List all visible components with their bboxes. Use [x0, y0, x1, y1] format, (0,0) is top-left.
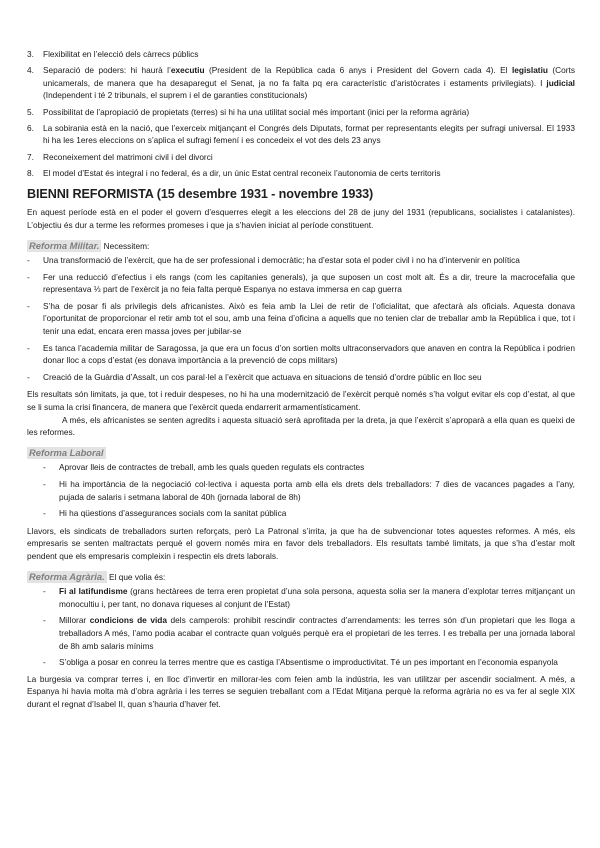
reforma-militar-heading: Reforma Militar.: [29, 239, 100, 251]
dash-bullet: -: [27, 371, 30, 382]
reforma-agraria-heading: Reforma Agrària.: [29, 570, 105, 582]
dash-bullet: -: [43, 586, 46, 597]
intro-paragraph: En aquest període està en el poder el govern d’esquerres elegit a les eleccions del 28 de juny del 1931 (republicans, socialistes i catalanistes). L’objectiu és dur a terme les reformes promeses i que ja s’havien iniciat al període constituent.: [27, 207, 575, 230]
dash-bullet: -: [27, 255, 30, 266]
list-item: - Hi ha qüestions d’assegurances socials com la sanitat pública: [43, 508, 287, 519]
item-number: 8.: [27, 167, 34, 178]
dash-bullet: -: [43, 462, 46, 473]
item-number: 3.: [27, 49, 34, 59]
list-item: - Una transformació de l’exèrcit, que ha de ser professional i democràtic; ha d’estar sota el poder civil i no ha d’intervenir en política: [27, 255, 520, 266]
list-item: - Es tanca l’academia militar de Saragossa, ja que era un focus d’on sortien molts ultraconservadors que anaven en contra la República i podrien donar lloc a cops d’estat (es donava importància a la prevenció de cops militars): [27, 342, 575, 366]
numbered-list: [27, 48, 575, 179]
section-title: BIENNI REFORMISTA (15 desembre 1931 - novembre 1933): [27, 187, 374, 202]
list-item: - Aprovar lleis de contractes de treball, amb les quals queden regulats els contractes: [43, 462, 365, 473]
laboral-results-paragraph: Llavors, els sindicats de treballadors surten reforçats, però La Patronal s’irrita, ja que ha de subvencionar totes aquestes reformes. A més, els empresaris se senten maltractats perquè el govern només mira en favor dels treballadors. Els resultats també limitats, ja que s’ha d’estar molt pendent que els empresaris compleixin i respectin els drets laborals.: [27, 525, 575, 561]
list-item: 3. Flexibilitat en l’elecció dels càrrecs públics: [27, 49, 199, 59]
dash-bullet: -: [27, 271, 30, 282]
dash-bullet: -: [43, 657, 46, 668]
item-number: 4.: [27, 65, 34, 76]
dash-bullet: -: [27, 300, 30, 311]
militar-results-paragraph: Els resultats són limitats, ja que, tot i reduir despeses, no hi ha una modernització de l’exèrcit perquè només s’ha volgut evitar els cop d’estat, al que se li suma la crisi financera, de manera que l’exèrcit queda endarrerit armamentísticament.: [27, 389, 575, 413]
list-item: - Creació de la Guàrdia d’Assalt, un cos paral·lel a l’exèrcit que actuava en situacions de tensió d’ordre públic en lloc seu: [27, 371, 482, 382]
list-item: 7. Reconeixement del matrimoni civil i del divorci: [27, 151, 213, 162]
list-item: - Hi ha importància de la negociació col·lectiva i aquesta porta amb ella els drets dels treballadors: 7 dies de vacances pagades a l’any, pujada de salaris i setmana laboral de 40h (jornada laboral de 8h): [43, 479, 575, 502]
item-number: 5.: [27, 106, 34, 117]
list-item: - S’ha de posar fi als privilegis dels africanistes. Això es feia amb la Llei de retir de l’oficialitat, que afectarà als oficials. Aquesta donava l’oportunitat de proporcionar el retir amb tot el sou, amb una feina d’oficina a aquells que no tenien clar de treballar amb la República i que, tot i tenir una edat, encara eren massa joves per jubilar-se: [27, 300, 575, 337]
reforma-laboral-heading: Reforma Laboral: [29, 446, 104, 458]
list-item: 4. Separació de poders: hi haurà l’executiu (President de la República cada 6 anys i President del Govern cada 4). El legislatiu (Corts unicamerals, de manera que ha desaparegut el Senat, ja no fa falta pq era característic d’aristòcrates i estaments privilegiats). I judicial (Independent i té 2 tribunals, el suprem i el de garanties constitucionals): [27, 65, 575, 101]
reforma-agraria-heading-line: Reforma Agrària. El que volia és:: [29, 570, 166, 582]
agraria-burgesia-paragraph: La burgesia va comprar terres i, en lloc d’invertir en millorar-les com feien amb la indústria, les van utilitzar per ascendir socialment. A més, a Espanya hi havia molta mà d’obra agrària i les terres se seguien treballant com a l’Edat Mitjana perquè la reforma agrària no es va fer al segle XIX durant el regnat d’Isabel II, quan s’hauria d’haver fet.: [27, 673, 575, 709]
laboral-list: [27, 461, 575, 519]
reforma-militar-heading-line: Reforma Militar. Necessitem:: [29, 239, 150, 251]
item-number: 7.: [27, 151, 34, 162]
reforma-laboral-heading-line: [27, 447, 575, 460]
list-item: - Millorar condicions de vida dels camperols: prohibit rescindir contractes d’arrendaments: les terres són d’un propietari que les lloga a treballadors A més, l’amo podia acabar el contracte quan volgués perquè era el propietari de les terres. I es treballa per una jornada laboral de 8h amb salaris mínims: [43, 615, 575, 651]
dash-bullet: -: [43, 615, 46, 626]
dash-bullet: -: [27, 342, 30, 353]
document-page: [27, 48, 575, 711]
item-number: 6.: [27, 122, 34, 133]
list-item: - Fi al latifundisme (grans hectàrees de terra eren propietat d’una sola persona, aquesta solia ser la manera d’explotar terres mitjançant un monocultiu i, per tant, no donava riqueses al conjunt de l’Estat): [43, 586, 575, 609]
list-item: - Fer una reducció d’efectius i els rangs (com les capitanies generals), ja que suposen un cost molt alt. És a dir, treure la macrocefalia que representava ⅓ part de l’exèrcit ja no feia falta perquè Espanya no estava immersa en cap guerra: [27, 271, 575, 295]
list-item: 5. Possibilitat de l’apropiació de propietats (terres) si hi ha una utilitat social més important (inici per la reforma agrària): [27, 106, 470, 117]
dash-bullet: -: [43, 479, 46, 489]
list-item: - S’obliga a posar en conreu la terres mentre que es castiga l’Absentisme o improductivitat. Té un pes important en l’economia espanyola: [43, 657, 558, 668]
militar-africanistes-paragraph: A més, els africanistes se senten agredits i aquesta situació serà aprofitada per la dreta, ja que l’exèrcit s’aproparà a ella quan es queixi de les reformes.: [27, 414, 575, 438]
militar-list: [27, 254, 575, 383]
dash-bullet: -: [43, 508, 46, 519]
list-item: 6. La sobirania està en la nació, que l’exerceix mitjançant el Congrés dels Diputats, format per representants elegits per sufragi universal. El 1933 hi ha les 1eres eleccions on s’aplica el sufragi femení i es concedeix el vot des dels 23 anys: [27, 122, 575, 146]
list-item: 8. El model d’Estat és integral i no federal, és a dir, un únic Estat central reconeix l’autonomia de certs territoris: [27, 167, 441, 178]
agraria-list: [27, 585, 575, 669]
